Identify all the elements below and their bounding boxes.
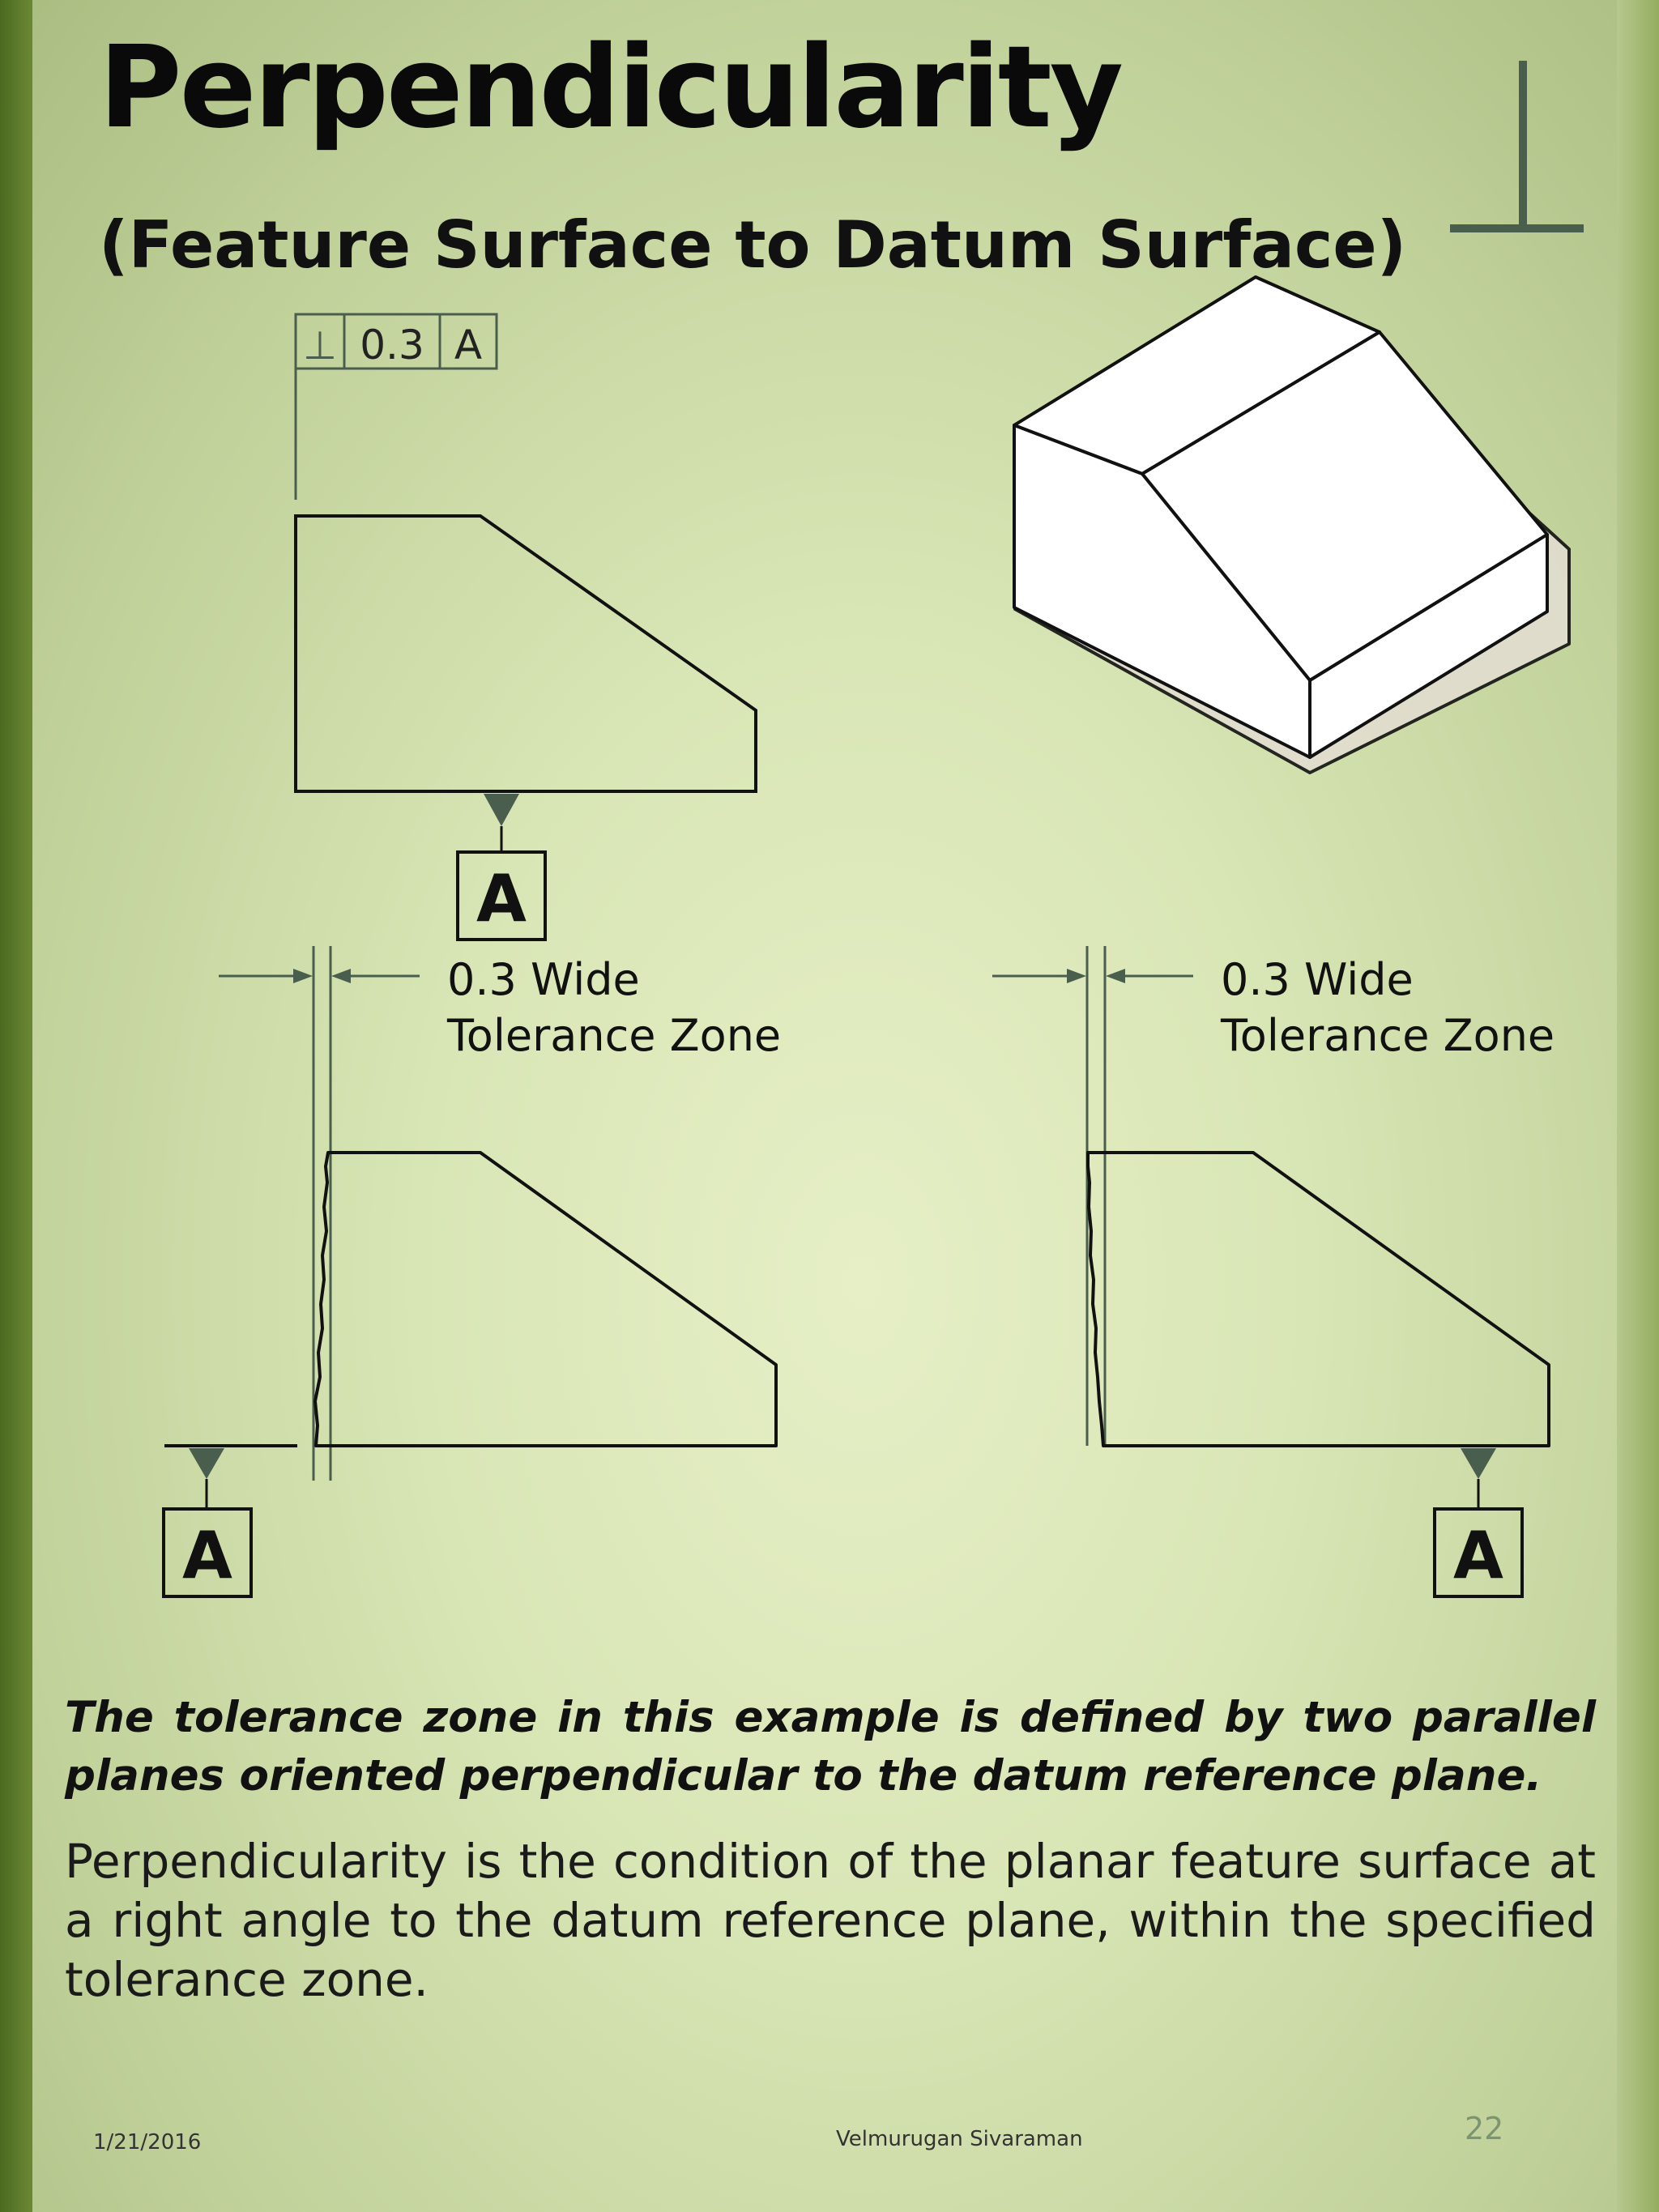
footer-date: 1/21/2016 [93, 2130, 202, 2154]
fcf-datum: A [454, 322, 483, 369]
datum-label-right: A [1453, 1518, 1503, 1593]
datum-feature-left [164, 1446, 297, 1596]
tolerance-zone-label-left-line1: 0.3 Wide [447, 954, 640, 1005]
tolerance-zone-label-left-line2: Tolerance Zone [447, 1010, 782, 1061]
datum-feature-top [458, 794, 545, 940]
datum-label-left: A [182, 1518, 232, 1593]
tolerance-zone-label-right-line2: Tolerance Zone [1221, 1010, 1555, 1061]
page-number: 22 [1465, 2111, 1504, 2146]
footer-author: Velmurugan Sivaraman [836, 2127, 1083, 2151]
isometric-block [1014, 277, 1569, 773]
feature-control-frame [296, 314, 497, 500]
datum-feature-right [1435, 1448, 1522, 1596]
slide-subtitle: (Feature Surface to Datum Surface) [99, 207, 1407, 283]
slide-title: Perpendicularity [99, 22, 1121, 154]
fcf-tolerance: 0.3 [360, 322, 424, 369]
tolerance-zone-left [219, 946, 781, 1481]
perpendicularity-symbol-icon [1450, 61, 1584, 231]
fcf-symbol: ⊥ [303, 323, 337, 369]
tolerance-zone-label-right-line1: 0.3 Wide [1221, 954, 1414, 1005]
datum-label-top: A [476, 861, 527, 936]
tolerance-zone-right [992, 946, 1555, 1446]
tolerance-zone-statement: The tolerance zone in this example is defined by two parallel planes oriented perpendicular to the datum reference plane. [65, 1693, 1596, 1801]
part-profile-top [296, 516, 756, 791]
perpendicularity-definition: Perpendicularity is the condition of the planar feature surface at a right angle to the datum reference plane, within the specified tolerance zone. [65, 1834, 1596, 2008]
part-profile-bottom-left [315, 1153, 776, 1446]
part-profile-bottom-right [1088, 1153, 1549, 1446]
